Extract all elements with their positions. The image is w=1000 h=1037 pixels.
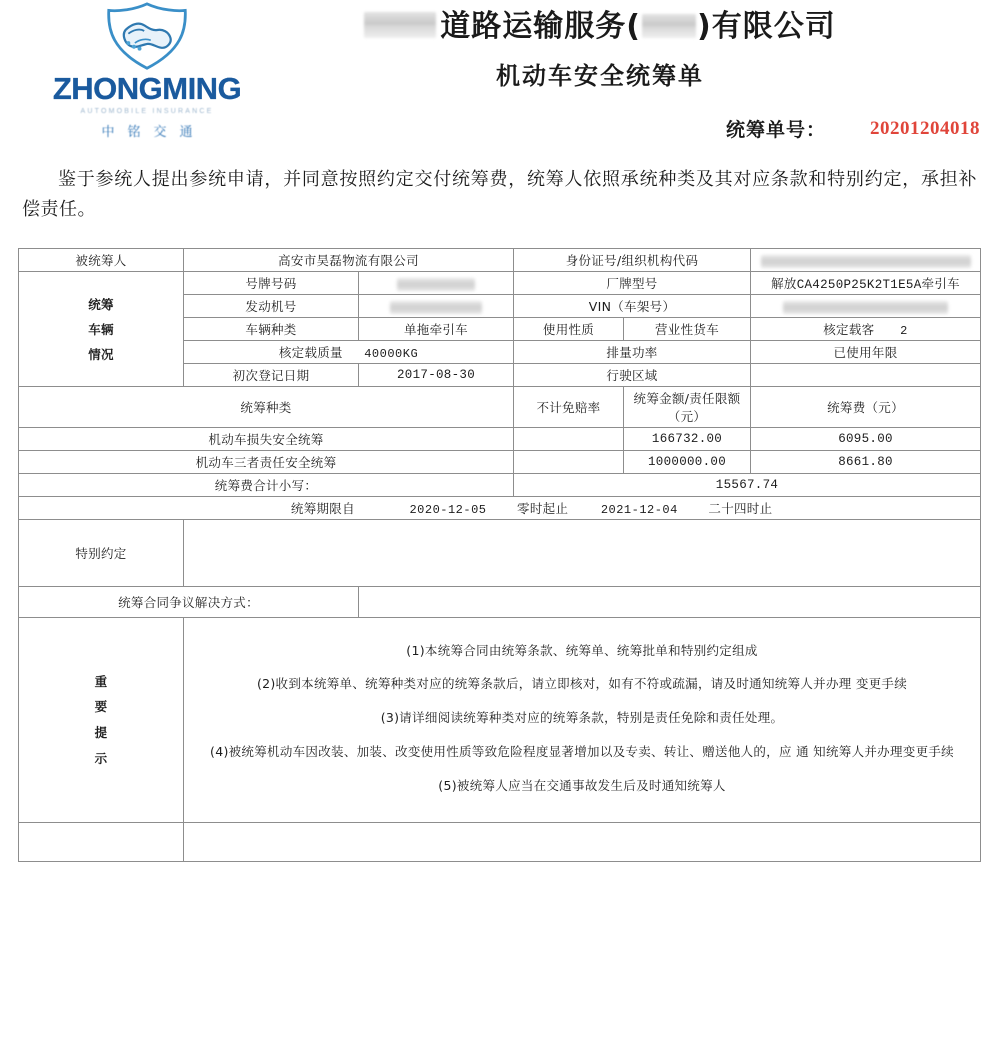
order-number-label: 统筹单号： xyxy=(725,119,826,141)
company-title-mid: 道路运输服务( xyxy=(440,9,641,44)
total-label: 统筹费合计小写： xyxy=(19,474,514,497)
coverage-header-type: 统筹种类 xyxy=(19,387,514,428)
company-title xyxy=(250,8,950,46)
period-label: 统筹期限自 xyxy=(290,501,355,516)
insured-id-value xyxy=(751,249,981,272)
notice-item: (5)被统筹人应当在交通事故发生后及时通知统筹人 xyxy=(438,777,726,793)
table-row-total xyxy=(19,474,981,497)
power-label: 排量功率 xyxy=(514,341,751,364)
policy-table xyxy=(18,248,981,862)
notice-item: (2)收到本统筹单、统筹种类对应的统筹条款后，请立即核对，如有不符或疏漏，请及时通知统筹人并办理 变更手续 xyxy=(256,676,908,692)
redacted-company-prefix xyxy=(364,12,436,38)
order-number-value: 20201204018 xyxy=(870,117,980,139)
vin-label: VIN（车架号） xyxy=(514,295,751,318)
vehicle-type-value: 单拖牵引车 xyxy=(359,318,514,341)
vin-value xyxy=(751,295,981,318)
notices-list xyxy=(184,618,981,823)
table-row-insured xyxy=(19,249,981,272)
notice-item: (3)请详细阅读统筹种类对应的统筹条款，特别是责任免除和责任处理。 xyxy=(380,710,784,726)
coverage-amount: 1000000.00 xyxy=(624,451,751,474)
first-reg-label: 初次登记日期 xyxy=(184,364,359,387)
coverage-deductible xyxy=(514,451,624,474)
table-row-dispute xyxy=(19,587,981,618)
company-logo xyxy=(42,0,252,140)
period-cell xyxy=(19,497,981,520)
seats-cell xyxy=(751,318,981,341)
notice-item: (4)被统筹机动车因改装、加装、改变使用性质等致危险程度显著增加以及专卖、转让、赠送他人的，应 通 知统筹人并办理变更手续 xyxy=(210,743,954,759)
special-agreement-label: 特别约定 xyxy=(19,520,184,587)
redacted-company-city xyxy=(642,14,696,38)
coverage-premium: 8661.80 xyxy=(751,451,981,474)
handshake-shield-icon xyxy=(94,2,200,71)
table-row-coverage-header xyxy=(19,387,981,428)
notices-label: 重 要 提 示 xyxy=(19,618,184,823)
coverage-header-premium: 统筹费（元） xyxy=(751,387,981,428)
table-row-period xyxy=(19,497,981,520)
plate-label: 号牌号码 xyxy=(184,272,359,295)
total-value: 15567.74 xyxy=(514,474,981,497)
first-reg-value: 2017-08-30 xyxy=(359,364,514,387)
table-row-vehicle-plate xyxy=(19,272,981,295)
logo-chinese-name: 中铭交通 xyxy=(101,125,206,140)
brand-value: 解放CA4250P25K2T1E5A牵引车 xyxy=(751,272,981,295)
brand-label: 厂牌型号 xyxy=(514,272,751,295)
title-block xyxy=(250,8,950,91)
engine-value xyxy=(359,295,514,318)
region-value xyxy=(751,364,981,387)
coverage-name: 机动车三者责任安全统筹 xyxy=(19,451,514,474)
dispute-value[interactable] xyxy=(359,587,981,618)
coverage-header-amount: 统筹金额/责任限额（元） xyxy=(624,387,751,428)
dispute-label: 统筹合同争议解决方式： xyxy=(19,587,359,618)
usage-value: 营业性货车 xyxy=(624,318,751,341)
coverage-header-deductible: 不计免赔率 xyxy=(514,387,624,428)
table-row-notices xyxy=(19,618,981,823)
usage-label: 使用性质 xyxy=(514,318,624,341)
special-agreement-value[interactable] xyxy=(184,520,981,587)
document-header xyxy=(0,0,1000,150)
load-value: 40000KG xyxy=(364,347,419,361)
logo-subtitle: AUTOMOBILE INSURANCE xyxy=(80,108,214,115)
period-end: 2021-12-04 xyxy=(600,503,678,517)
coverage-premium: 6095.00 xyxy=(751,428,981,451)
table-row-coverage xyxy=(19,451,981,474)
table-row-special-agreement xyxy=(19,520,981,587)
coverage-name: 机动车损失安全统筹 xyxy=(19,428,514,451)
table-row-footer-blank xyxy=(19,823,981,862)
period-start: 2020-12-05 xyxy=(409,503,487,517)
seats-value: 2 xyxy=(900,324,908,338)
company-title-after: )有限公司 xyxy=(697,9,836,44)
footer-blank-left xyxy=(19,823,184,862)
period-end-suffix: 二十四时止 xyxy=(708,501,773,516)
insured-label: 被统筹人 xyxy=(19,249,184,272)
logo-wordmark: ZHONGMING xyxy=(52,71,242,106)
intro-paragraph xyxy=(22,165,977,224)
load-label: 核定载质量 xyxy=(278,345,343,360)
seats-label: 核定载客 xyxy=(823,322,875,337)
insured-name: 高安市昊磊物流有限公司 xyxy=(184,249,514,272)
used-years-label: 已使用年限 xyxy=(751,341,981,364)
coverage-deductible xyxy=(514,428,624,451)
vehicle-section-label: 统筹 车辆 情况 xyxy=(19,272,184,387)
load-cell xyxy=(184,341,514,364)
intro-text: 鉴于参统人提出参统申请，并同意按照约定交付统筹费，统筹人依照承统种类及其对应条款和特别约定，承担补偿责任。 xyxy=(22,169,977,220)
plate-value xyxy=(359,272,514,295)
vehicle-type-label: 车辆种类 xyxy=(184,318,359,341)
notice-item: (1)本统筹合同由统筹条款、统筹单、统筹批单和特别约定组成 xyxy=(406,642,758,658)
footer-blank-right xyxy=(184,823,981,862)
region-label: 行驶区域 xyxy=(514,364,751,387)
period-start-suffix: 零时起止 xyxy=(517,501,569,516)
insured-id-label: 身份证号/组织机构代码 xyxy=(514,249,751,272)
order-number-row xyxy=(726,115,980,142)
page-title: 机动车安全统筹单 xyxy=(496,61,704,90)
coverage-amount: 166732.00 xyxy=(624,428,751,451)
engine-label: 发动机号 xyxy=(184,295,359,318)
table-row-coverage xyxy=(19,428,981,451)
